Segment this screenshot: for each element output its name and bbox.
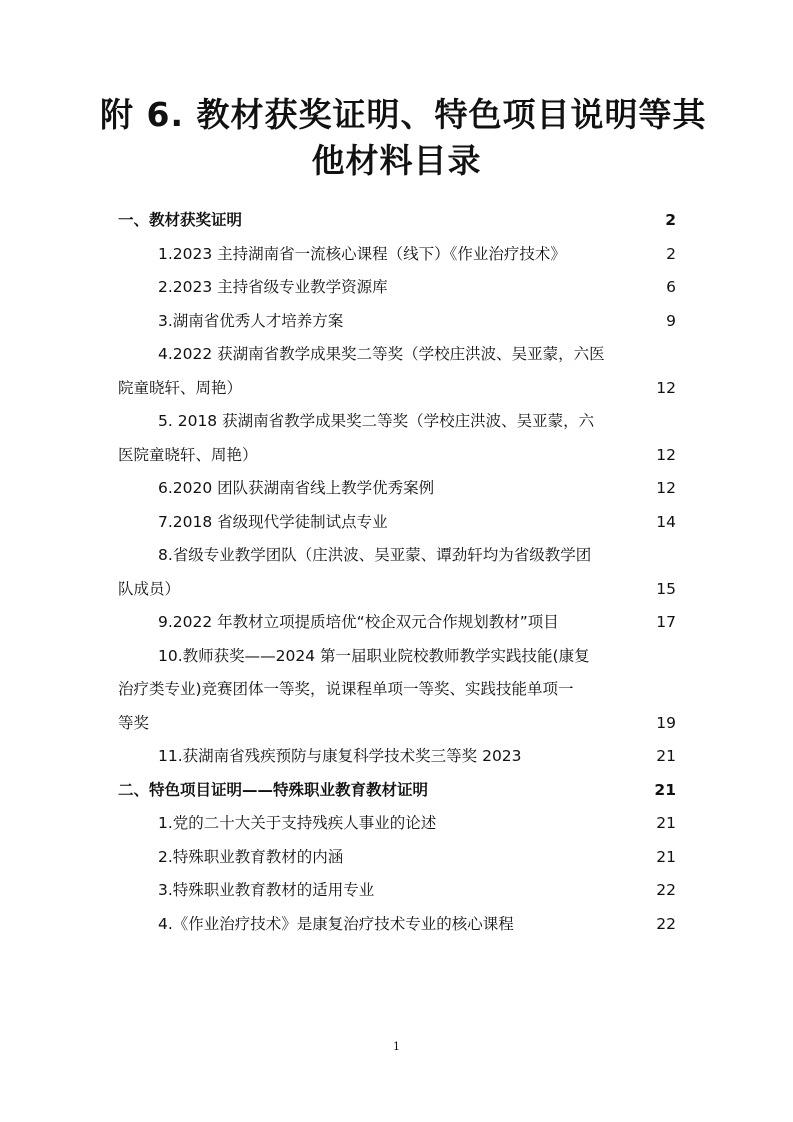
toc-page-number: 21 [656, 814, 676, 832]
toc-entry-text: 队成员） [118, 579, 181, 598]
toc-page-number: 21 [656, 847, 676, 866]
toc-entry-text: 6.2020 团队获湖南省线上教学优秀案例 [158, 479, 435, 497]
toc-entry-text: 3.湖南省优秀人才培养方案 [158, 311, 344, 330]
toc-entry-text: 3.特殊职业教育教材的适用专业 [158, 881, 375, 899]
toc-entry[interactable] [118, 472, 676, 506]
toc-page-number: 19 [656, 713, 676, 732]
toc-entry[interactable] [118, 305, 676, 339]
dot-leader [391, 277, 663, 293]
toc-page-number: 12 [656, 479, 676, 497]
toc-entry[interactable] [118, 506, 676, 540]
toc-entry[interactable] [118, 271, 676, 305]
dot-leader [525, 746, 654, 762]
toc-entry[interactable] [118, 539, 676, 606]
dot-leader [391, 511, 654, 527]
toc-entry[interactable] [118, 807, 676, 841]
toc-page-number: 12 [656, 378, 676, 397]
dot-leader [569, 243, 663, 259]
toc-entry-text: 4.《作业治疗技术》是康复治疗技术专业的核心课程 [158, 914, 514, 933]
dot-leader [517, 913, 653, 929]
toc-page-number: 17 [656, 613, 676, 631]
toc-entry-text: 医院童晓轩、周艳） [118, 445, 258, 464]
dot-leader [245, 377, 653, 393]
toc-entry[interactable] [118, 606, 676, 640]
document-title [100, 92, 707, 184]
toc-entry[interactable] [118, 841, 676, 875]
toc-entry-text: 5. 2018 获湖南省教学成果奖二等奖（学校庄洪波、吴亚蒙，六 [158, 412, 595, 430]
dot-leader [245, 210, 662, 226]
toc-entry-text: 1.2023 主持湖南省一流核心课程（线下）《作业治疗技术》 [158, 244, 566, 263]
toc-entry-text: 等奖 [118, 713, 150, 732]
toc-page-number: 9 [666, 311, 676, 330]
toc-entry-text: 10.教师获奖——2024 第一届职业院校教师教学实践技能(康复 [158, 646, 590, 665]
toc-entry[interactable] [118, 740, 676, 774]
dot-leader [437, 478, 653, 494]
dot-leader [439, 813, 653, 829]
toc-entry-text: 2.2023 主持省级专业教学资源库 [158, 278, 388, 296]
toc-entry-text: 院童晓轩、周艳） [118, 378, 243, 397]
toc-entry-text: 治疗类专业)竞赛团体一等奖，说课程单项一等奖、实践技能单项一 [118, 680, 574, 698]
toc-section-entry[interactable] [118, 774, 676, 808]
toc-page-number: 14 [656, 512, 676, 531]
dot-leader [377, 880, 653, 896]
toc-entry-text: 一、教材获奖证明 [118, 211, 243, 229]
toc-entry[interactable] [118, 874, 676, 908]
toc-entry-text: 二、特色项目证明——特殊职业教育教材证明 [118, 780, 429, 799]
table-of-contents [118, 204, 676, 941]
toc-entry[interactable] [118, 640, 676, 741]
toc-page-number: 22 [656, 914, 676, 933]
toc-entry[interactable] [118, 338, 676, 405]
toc-entry-text: 11.获湖南省残疾预防与康复科学技术奖三等奖 2023 [158, 747, 522, 765]
toc-entry-text: 2.特殊职业教育教材的内涵 [158, 847, 344, 866]
toc-section-entry[interactable] [118, 204, 676, 238]
title-line-1: 附 6. 教材获奖证明、特色项目说明等其 [100, 95, 707, 134]
toc-page-number: 2 [666, 244, 676, 263]
title-line-2: 他材料目录 [311, 141, 482, 180]
toc-entry-text: 7.2018 省级现代学徒制试点专业 [158, 512, 388, 531]
toc-entry[interactable] [118, 238, 676, 272]
dot-leader [562, 612, 654, 628]
toc-entry-text: 8.省级专业教学团队（庄洪波、吴亚蒙、谭劲轩均为省级教学团 [158, 546, 592, 564]
toc-page-number: 15 [656, 579, 676, 598]
dot-leader [152, 712, 653, 728]
toc-page-number: 2 [665, 211, 676, 229]
toc-page-number: 6 [666, 278, 676, 296]
toc-entry-text: 1.党的二十大关于支持残疾人事业的论述 [158, 814, 437, 832]
toc-entry-text: 4.2022 获湖南省教学成果奖二等奖（学校庄洪波、吴亚蒙，六医 [158, 345, 605, 363]
toc-page-number: 22 [656, 881, 676, 899]
dot-leader [346, 310, 663, 326]
toc-page-number: 21 [656, 747, 676, 765]
dot-leader [183, 578, 653, 594]
toc-page-number: 21 [654, 780, 676, 799]
toc-entry[interactable] [118, 908, 676, 942]
page-number: 1 [393, 1040, 400, 1053]
dot-leader [431, 779, 651, 795]
toc-entry-text: 9.2022 年教材立项提质培优“校企双元合作规划教材”项目 [158, 613, 559, 631]
dot-leader [261, 444, 654, 460]
toc-page-number: 12 [656, 445, 676, 464]
dot-leader [346, 846, 653, 862]
toc-entry[interactable] [118, 405, 676, 472]
